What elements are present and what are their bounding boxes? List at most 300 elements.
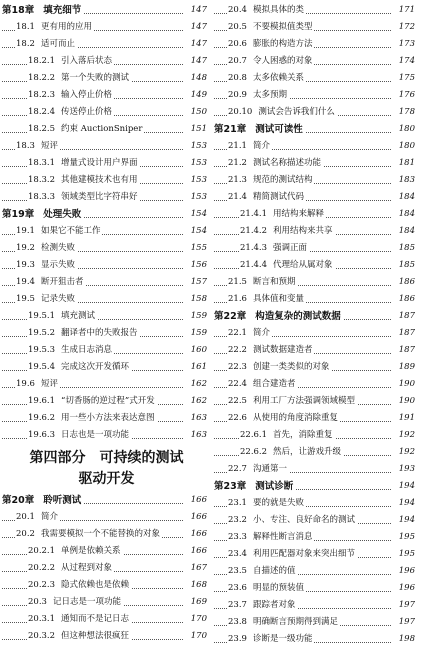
toc-entry-text <box>228 189 306 206</box>
toc-entry-title: 引入落后状态 <box>61 56 113 66</box>
toc-entry-page: 163 <box>189 427 207 444</box>
toc-entry-page: 159 <box>189 308 207 325</box>
toc-entry-text <box>228 172 314 189</box>
toc-entry-page: 194 <box>397 512 415 529</box>
toc-entry-page: 166 <box>189 492 207 509</box>
toc-entry-page: 156 <box>189 257 207 274</box>
part-heading-line2: 驱动开发 <box>78 471 135 487</box>
toc-entry-title: 翻译者中的失败报告 <box>61 328 138 338</box>
toc-entry-title: 强调正面 <box>273 243 308 253</box>
toc-entry-title: “切香肠的逆过程”式开发 <box>61 396 155 406</box>
toc-section-entry <box>2 70 211 87</box>
toc-entry-number: 20.4 <box>228 5 247 15</box>
toc-entry-title: 解释性断言消息 <box>252 532 313 542</box>
toc-entry-title: 测试名称描述功能 <box>252 158 321 168</box>
toc-entry-text <box>228 614 340 631</box>
toc-section-entry <box>2 611 211 628</box>
toc-entry-page: 176 <box>397 87 415 104</box>
toc-section-entry <box>2 19 211 36</box>
toc-section-entry <box>2 36 211 53</box>
toc-entry-page: 160 <box>189 342 207 359</box>
toc-chapter-entry <box>2 206 211 223</box>
toc-entry-number: 22.6 <box>228 413 247 423</box>
toc-entry-text <box>16 257 77 274</box>
toc-section-entry <box>2 274 211 291</box>
toc-chapter-entry <box>214 308 419 325</box>
toc-entry-text <box>28 393 157 410</box>
toc-entry-title: 测试数据建造者 <box>252 345 313 355</box>
toc-entry-page: 186 <box>397 291 415 308</box>
toc-entry-number: 23.9 <box>228 634 247 644</box>
toc-entry-number: 第18章 <box>2 5 35 16</box>
toc-entry-text <box>240 240 309 257</box>
toc-section-entry <box>214 393 419 410</box>
toc-entry-title: 第一个失败的测试 <box>61 73 130 83</box>
toc-entry-text <box>28 155 140 172</box>
toc-entry-page: 189 <box>397 359 415 376</box>
toc-section-entry <box>2 577 211 594</box>
toc-entry-number: 19.6.2 <box>28 413 56 423</box>
toc-section-entry <box>214 2 419 19</box>
toc-entry-text <box>16 376 60 393</box>
toc-section-entry <box>214 563 419 580</box>
toc-entry-text <box>16 509 60 526</box>
toc-entry-title: 检测失败 <box>40 243 75 253</box>
toc-entry-title: 从使用的角度消除重复 <box>252 413 338 423</box>
toc-section-entry <box>214 427 419 444</box>
toc-entry-title: 规范的测试结构 <box>252 175 313 185</box>
toc-entry-title: 利用工厂方法强调领域模型 <box>252 396 355 406</box>
toc-entry-text <box>228 342 314 359</box>
toc-list-left-bottom <box>2 492 211 645</box>
toc-entry-page: 183 <box>397 172 415 189</box>
toc-entry-page: 184 <box>397 189 415 206</box>
toc-entry-text <box>228 291 306 308</box>
toc-section-entry <box>2 87 211 104</box>
toc-section-entry <box>2 189 211 206</box>
toc-entry-text <box>2 492 83 509</box>
toc-entry-text <box>28 410 157 427</box>
toc-entry-number: 19.4 <box>16 277 35 287</box>
toc-entry-page: 154 <box>189 206 207 223</box>
toc-entry-page: 150 <box>189 104 207 121</box>
toc-entry-number: 20.10 <box>228 107 253 117</box>
toc-entry-title: 填充测试 <box>61 311 96 321</box>
toc-entry-title: 显示失败 <box>40 260 75 270</box>
toc-entry-title: 测试诊断 <box>255 481 294 492</box>
toc-section-entry <box>214 410 419 427</box>
toc-entry-title: 但这种想法很疯狂 <box>61 631 130 641</box>
toc-entry-text <box>228 138 272 155</box>
toc-entry-text <box>228 563 297 580</box>
toc-section-entry <box>214 274 419 291</box>
toc-entry-title: 具体值和变量 <box>252 294 304 304</box>
toc-section-entry <box>2 291 211 308</box>
toc-entry-text <box>240 444 343 461</box>
toc-entry-page: 190 <box>397 393 415 410</box>
toc-section-entry <box>2 560 211 577</box>
toc-entry-number: 第22章 <box>214 311 247 322</box>
toc-entry-title: 记日志是一项功能 <box>52 597 121 607</box>
toc-section-entry <box>214 614 419 631</box>
toc-entry-page: 153 <box>189 172 207 189</box>
toc-entry-text <box>228 597 297 614</box>
toc-entry-title: 膨胀的构造方法 <box>252 39 313 49</box>
toc-entry-title: 不要模拟值类型 <box>252 22 313 32</box>
toc-entry-number: 21.4 <box>228 192 247 202</box>
toc-entry-page: 180 <box>397 121 415 138</box>
toc-entry-number: 20.9 <box>228 90 247 100</box>
toc-entry-text <box>28 543 123 560</box>
toc-entry-text <box>28 611 131 628</box>
toc-entry-page: 151 <box>189 121 207 138</box>
toc-section-entry <box>2 410 211 427</box>
toc-entry-number: 18.2.3 <box>28 90 56 100</box>
toc-entry-text <box>240 206 326 223</box>
toc-entry-text <box>28 121 144 138</box>
toc-entry-title: 首先，消除重复 <box>273 430 333 440</box>
toc-entry-number: 22.4 <box>228 379 247 389</box>
toc-entry-title: 约束 AuctionSniper <box>61 124 143 134</box>
toc-entry-text <box>28 359 131 376</box>
part-heading-line1: 第四部分 可持续的测试 <box>29 450 184 466</box>
toc-section-entry <box>214 376 419 393</box>
toc-entry-page: 154 <box>189 223 207 240</box>
toc-entry-number: 20.1 <box>16 512 35 522</box>
toc-entry-title: 隐式依赖也是依赖 <box>61 580 130 590</box>
toc-entry-page: 175 <box>397 70 415 87</box>
toc-entry-page: 196 <box>397 580 415 597</box>
toc-entry-title: 短评 <box>40 379 58 389</box>
toc-entry-page: 158 <box>189 291 207 308</box>
toc-section-entry <box>2 594 211 611</box>
toc-entry-text <box>228 359 331 376</box>
toc-entry-text <box>28 577 131 594</box>
toc-entry-number: 19.5.3 <box>28 345 56 355</box>
toc-section-entry <box>214 206 419 223</box>
toc-entry-number: 23.7 <box>228 600 247 610</box>
toc-entry-number: 第20章 <box>2 495 35 506</box>
toc-entry-title: 诊断是一级功能 <box>252 634 313 644</box>
toc-section-entry <box>214 546 419 563</box>
toc-entry-title: 简介 <box>252 328 270 338</box>
toc-entry-number: 20.3.1 <box>28 614 56 624</box>
toc-entry-page: 170 <box>189 611 207 628</box>
toc-entry-number: 22.1 <box>228 328 247 338</box>
toc-entry-page: 190 <box>397 376 415 393</box>
toc-entry-page: 191 <box>397 410 415 427</box>
toc-section-entry <box>214 597 419 614</box>
toc-entry-text <box>28 325 140 342</box>
toc-entry-title: 太多依赖关系 <box>252 73 304 83</box>
toc-entry-title: 自描述的值 <box>252 566 296 576</box>
toc-entry-number: 20.2.1 <box>28 546 56 556</box>
toc-list-left-top <box>2 2 211 444</box>
toc-entry-page: 194 <box>397 495 415 512</box>
toc-entry-number: 22.3 <box>228 362 247 372</box>
toc-entry-title: 完成这次开发循环 <box>61 362 130 372</box>
toc-section-entry <box>214 240 419 257</box>
toc-entry-title: 聆听测试 <box>43 495 82 506</box>
toc-entry-page: 185 <box>397 240 415 257</box>
toc-entry-title: 模拟具体的类 <box>252 5 304 15</box>
toc-entry-page: 171 <box>397 2 415 19</box>
toc-entry-page: 147 <box>189 53 207 70</box>
toc-entry-title: 用结构来解释 <box>273 209 325 219</box>
toc-entry-number: 第23章 <box>214 481 247 492</box>
toc-section-entry <box>214 512 419 529</box>
toc-entry-text <box>228 53 314 70</box>
toc-entry-text <box>16 274 85 291</box>
toc-entry-title: 其他建模技术也有用 <box>61 175 138 185</box>
toc-entry-text <box>214 308 343 325</box>
toc-entry-number: 19.1 <box>16 226 35 236</box>
toc-entry-page: 166 <box>189 543 207 560</box>
toc-entry-number: 20.7 <box>228 56 247 66</box>
toc-entry-page: 173 <box>397 36 415 53</box>
toc-entry-text <box>28 308 97 325</box>
toc-entry-page: 159 <box>189 325 207 342</box>
toc-section-entry <box>214 257 419 274</box>
toc-section-entry <box>214 36 419 53</box>
toc-entry-title: 处理失败 <box>43 209 82 220</box>
toc-entry-number: 22.6.2 <box>240 447 268 457</box>
toc-entry-number: 23.5 <box>228 566 247 576</box>
toc-entry-text <box>228 546 357 563</box>
toc-entry-title: 从过程到对象 <box>61 563 113 573</box>
toc-entry-number: 19.2 <box>16 243 35 253</box>
toc-entry-number: 18.2 <box>16 39 35 49</box>
toc-entry-number: 18.1 <box>16 22 35 32</box>
toc-section-entry <box>2 223 211 240</box>
toc-entry-text <box>228 325 272 342</box>
toc-entry-text <box>214 478 295 495</box>
toc-entry-number: 18.3 <box>16 141 35 151</box>
toc-entry-page: 193 <box>397 461 415 478</box>
toc-entry-page: 153 <box>189 138 207 155</box>
toc-entry-text <box>228 410 340 427</box>
toc-section-entry <box>214 325 419 342</box>
toc-entry-page: 197 <box>397 597 415 614</box>
toc-entry-page: 184 <box>397 223 415 240</box>
toc-entry-number: 19.5.2 <box>28 328 56 338</box>
toc-entry-title: 输入停止价格 <box>61 90 113 100</box>
toc-entry-text <box>228 104 337 121</box>
toc-entry-number: 22.5 <box>228 396 247 406</box>
toc-entry-title: 填充细节 <box>43 5 82 16</box>
toc-entry-title: 领域类型比字符串好 <box>61 192 138 202</box>
toc-entry-number: 19.3 <box>16 260 35 270</box>
toc-section-entry <box>2 393 211 410</box>
toc-section-entry <box>214 53 419 70</box>
toc-entry-title: 简介 <box>252 141 270 151</box>
toc-entry-number: 23.2 <box>228 515 247 525</box>
toc-section-entry <box>214 359 419 376</box>
toc-entry-text <box>240 257 335 274</box>
toc-entry-title: 然后，让游戏升级 <box>273 447 342 457</box>
toc-entry-page: 192 <box>397 444 415 461</box>
toc-entry-page: 149 <box>189 87 207 104</box>
toc-section-entry <box>214 70 419 87</box>
toc-entry-number: 19.5 <box>16 294 35 304</box>
toc-entry-text <box>16 291 77 308</box>
toc-entry-page: 155 <box>189 240 207 257</box>
toc-entry-title: 创建一类类似的对象 <box>252 362 330 372</box>
toc-chapter-entry <box>2 492 211 509</box>
toc-section-entry <box>2 138 211 155</box>
toc-entry-page: 194 <box>397 478 415 495</box>
toc-section-entry <box>214 138 419 155</box>
toc-entry-text <box>228 495 306 512</box>
toc-entry-text <box>228 36 314 53</box>
toc-entry-number: 第21章 <box>214 124 247 135</box>
toc-entry-text <box>214 121 305 138</box>
toc-chapter-entry <box>214 121 419 138</box>
toc-entry-page: 197 <box>397 614 415 631</box>
toc-entry-number: 18.3.2 <box>28 175 56 185</box>
toc-chapter-entry <box>214 478 419 495</box>
toc-entry-title: 明显的预装值 <box>252 583 304 593</box>
toc-entry-text <box>28 172 140 189</box>
toc-entry-text <box>16 138 60 155</box>
toc-entry-number: 第19章 <box>2 209 35 220</box>
toc-entry-number: 19.5.4 <box>28 362 56 372</box>
toc-entry-title: 记录失败 <box>40 294 75 304</box>
toc-entry-page: 185 <box>397 257 415 274</box>
toc-entry-title: 精简测试代码 <box>252 192 304 202</box>
toc-entry-page: 184 <box>397 206 415 223</box>
toc-entry-text <box>228 512 357 529</box>
toc-entry-number: 23.3 <box>228 532 247 542</box>
toc-entry-title: 明确断言预期得到满足 <box>252 617 338 627</box>
toc-section-entry <box>214 444 419 461</box>
toc-entry-text <box>228 461 289 478</box>
toc-right-column <box>214 2 419 648</box>
toc-entry-number: 19.6.3 <box>28 430 56 440</box>
toc-entry-text <box>28 189 140 206</box>
toc-entry-text <box>228 529 314 546</box>
toc-entry-page: 153 <box>189 189 207 206</box>
toc-entry-number: 20.5 <box>228 22 247 32</box>
toc-entry-title: 增量式设计用户界面 <box>61 158 138 168</box>
toc-entry-text <box>228 631 314 648</box>
toc-entry-number: 22.6.1 <box>240 430 268 440</box>
toc-entry-title: 生成日志消息 <box>61 345 113 355</box>
toc-entry-number: 21.4.3 <box>240 243 268 253</box>
toc-entry-title: 利用匹配器对象来突出细节 <box>252 549 355 559</box>
toc-entry-number: 20.2.2 <box>28 563 56 573</box>
toc-entry-number: 20.3 <box>28 597 47 607</box>
toc-entry-page: 163 <box>189 410 207 427</box>
toc-entry-number: 18.3.3 <box>28 192 56 202</box>
toc-entry-page: 187 <box>397 308 415 325</box>
toc-entry-page: 196 <box>397 563 415 580</box>
toc-section-entry <box>214 19 419 36</box>
toc-entry-title: 令人困惑的对象 <box>252 56 313 66</box>
toc-section-entry <box>214 529 419 546</box>
toc-entry-number: 20.2.3 <box>28 580 56 590</box>
toc-entry-text <box>228 274 297 291</box>
toc-entry-number: 23.8 <box>228 617 247 627</box>
toc-entry-number: 22.2 <box>228 345 247 355</box>
toc-section-entry <box>2 509 211 526</box>
toc-entry-page: 187 <box>397 342 415 359</box>
toc-entry-page: 195 <box>397 546 415 563</box>
toc-entry-title: 构造复杂的测试数据 <box>255 311 341 322</box>
toc-entry-text <box>28 594 123 611</box>
toc-entry-number: 19.6 <box>16 379 35 389</box>
toc-entry-page: 192 <box>397 427 415 444</box>
toc-entry-text <box>228 376 297 393</box>
toc-entry-page: 147 <box>189 36 207 53</box>
toc-entry-number: 20.2 <box>16 529 35 539</box>
toc-entry-number: 18.2.4 <box>28 107 56 117</box>
toc-entry-title: 代理给从属对象 <box>273 260 333 270</box>
toc-entry-title: 利用结构来共享 <box>273 226 333 236</box>
toc-entry-page: 169 <box>189 594 207 611</box>
toc-section-entry <box>2 121 211 138</box>
toc-entry-page: 148 <box>189 70 207 87</box>
toc-entry-page: 198 <box>397 631 415 648</box>
toc-entry-number: 21.3 <box>228 175 247 185</box>
toc-entry-title: 通知而不是记日志 <box>61 614 130 624</box>
toc-entry-number: 20.6 <box>228 39 247 49</box>
toc-section-entry <box>214 495 419 512</box>
toc-section-entry <box>214 291 419 308</box>
toc-entry-text <box>228 87 289 104</box>
toc-entry-page: 178 <box>397 104 415 121</box>
toc-entry-number: 19.5.1 <box>28 311 56 321</box>
toc-entry-page: 195 <box>397 529 415 546</box>
toc-section-entry <box>2 172 211 189</box>
toc-entry-number: 18.2.5 <box>28 124 56 134</box>
toc-entry-title: 跟踪者对象 <box>252 600 296 610</box>
toc-entry-number: 21.4.1 <box>240 209 268 219</box>
toc-entry-title: 测试会告诉我们什么 <box>258 107 335 117</box>
toc-entry-number: 18.2.2 <box>28 73 56 83</box>
toc-section-entry <box>2 308 211 325</box>
toc-entry-page: 162 <box>189 376 207 393</box>
toc-list-right <box>214 2 419 648</box>
toc-entry-number: 23.4 <box>228 549 247 559</box>
toc-entry-title: 要的就是失败 <box>252 498 304 508</box>
toc-section-entry <box>2 257 211 274</box>
toc-section-entry <box>214 342 419 359</box>
toc-section-entry <box>2 543 211 560</box>
toc-entry-text <box>228 580 306 597</box>
toc-entry-text <box>240 427 335 444</box>
toc-entry-number: 20.8 <box>228 73 247 83</box>
toc-entry-page: 174 <box>397 53 415 70</box>
toc-entry-page: 157 <box>189 274 207 291</box>
toc-entry-text <box>28 70 131 87</box>
toc-entry-title: 断开狙击者 <box>40 277 84 287</box>
toc-section-entry <box>214 155 419 172</box>
toc-entry-number: 18.2.1 <box>28 56 56 66</box>
toc-entry-number: 21.1 <box>228 141 247 151</box>
toc-section-entry <box>2 325 211 342</box>
toc-entry-number: 20.3.2 <box>28 631 56 641</box>
toc-section-entry <box>214 172 419 189</box>
toc-entry-page: 172 <box>397 19 415 36</box>
toc-entry-title: 沟通第一 <box>252 464 287 474</box>
toc-entry-text <box>16 240 77 257</box>
toc-entry-text <box>228 393 357 410</box>
toc-section-entry <box>2 628 211 645</box>
toc-entry-page: 186 <box>397 274 415 291</box>
toc-entry-title: 单例是依赖关系 <box>61 546 121 556</box>
toc-chapter-entry <box>2 2 211 19</box>
